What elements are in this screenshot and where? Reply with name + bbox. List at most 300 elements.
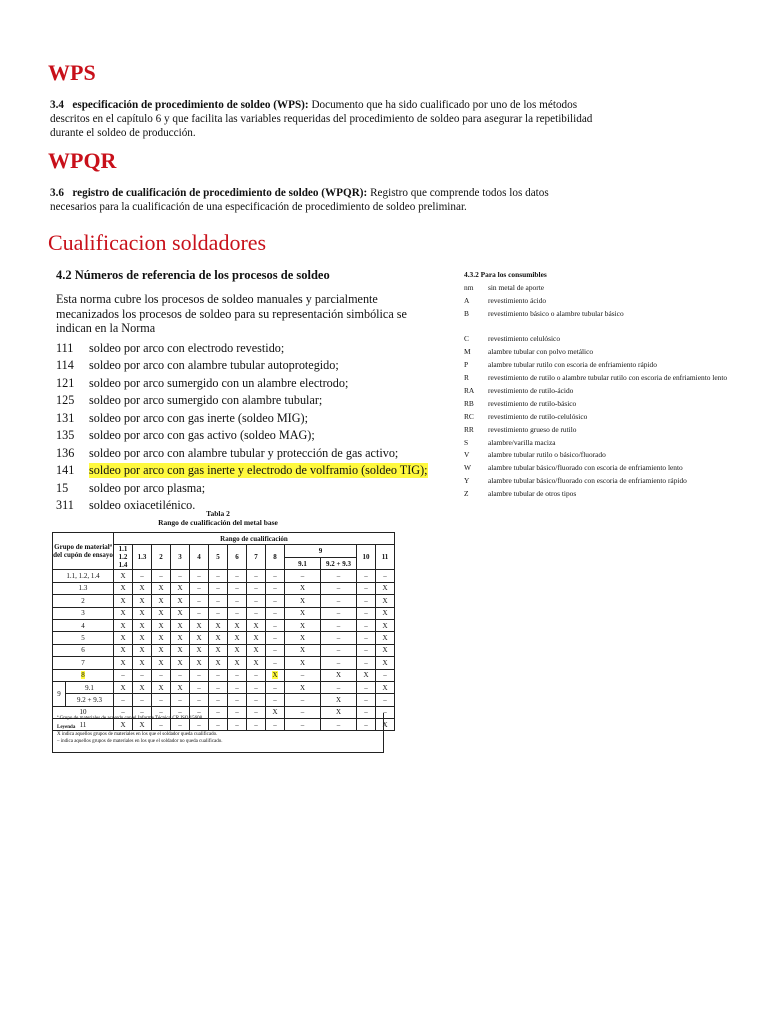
table-cell [357,644,376,656]
consumable-item [464,371,754,384]
cell-value: X [120,572,126,581]
table-cell [190,694,209,706]
table-cell [321,657,357,669]
process-code: 131 [56,410,75,425]
table-cell [133,694,152,706]
table-cell [190,657,209,669]
table-cell [266,595,285,607]
table-cell [133,607,152,619]
cell-value: – [364,572,368,581]
cell-value: X [382,720,388,729]
table-cell [114,570,133,582]
cell-value: – [273,720,277,729]
cell-value: – [197,572,201,581]
table-cell [266,632,285,644]
consumable-description: revestimiento ácido [488,295,547,305]
table-cell [209,570,228,582]
table-cell [152,657,171,669]
cell-value: X [382,658,388,667]
cell-value: X [177,584,183,593]
table-cell [190,669,209,681]
group-label: 7 [81,658,85,667]
cell-value: X [196,621,202,630]
section-title: 4.2 Números de referencia de los procesos de soldeo [56,268,330,282]
cell-value: X [139,596,145,605]
cell-value: – [300,695,305,704]
column-header: 11 [376,545,395,570]
table-cell [209,669,228,681]
cell-value: X [120,646,126,655]
cell-value: – [159,708,163,717]
consumable-code: M [464,347,471,357]
table-cell [114,607,133,619]
table-cell [266,570,285,582]
table-cell [376,681,395,693]
cell-value: X [158,658,164,667]
cell-value: – [197,720,201,729]
consumable-description: revestimiento de rutilo-celulósico [488,411,588,421]
cell-value: X [139,634,145,643]
process-code: 111 [56,340,74,355]
cell-value: X [382,609,388,618]
cell-value: X [120,584,126,593]
cell-value: – [364,695,368,704]
process-item [56,392,436,410]
cell-value: – [336,609,341,618]
table-cell [171,582,190,594]
cell-value: – [121,671,125,680]
cell-value: – [159,695,163,704]
cell-value: – [254,708,258,717]
cell-value: X [382,596,388,605]
table-cell [228,570,247,582]
cell-value: X [158,634,164,643]
table-row [53,582,395,594]
table-cell [228,582,247,594]
table-cell [285,694,321,706]
table-cell [133,582,152,594]
consumable-description: alambre tubular rutilo con escoria de enfriamiento rápido [488,360,657,370]
table-cell [209,619,228,631]
cell-value: X [234,658,240,667]
table-cell [133,644,152,656]
table-cell [171,632,190,644]
cell-value: – [364,720,368,729]
cell-value: – [383,671,387,680]
cell-value: – [383,695,387,704]
cell-value: X [120,634,126,643]
cell-value: – [273,572,277,581]
consumable-item [464,436,754,449]
table-cell [133,619,152,631]
cell-value: – [235,671,239,680]
process-item [56,375,436,393]
column-subheader: 9.1 [285,557,321,570]
process-reference-section [56,268,436,515]
table-cell [152,607,171,619]
consumable-description: alambre tubular rutilo o básico/fluorado [488,450,606,460]
cell-value: – [273,695,277,704]
cell-value: X [382,634,388,643]
cell-value: – [197,695,201,704]
cell-value: X [177,621,183,630]
table-cell [285,657,321,669]
process-list [56,340,436,515]
consumable-description: revestimiento grueso de rutilo [488,424,577,434]
cell-value: – [364,596,368,605]
cell-value: – [159,720,163,729]
table-cell [228,657,247,669]
table-cell [171,669,190,681]
table-cell [152,582,171,594]
cell-value: – [364,621,368,630]
table-cell [209,595,228,607]
cell-value: X [139,621,145,630]
group-label: 8 [81,671,85,680]
consumable-item [464,332,754,345]
table-cell [357,681,376,693]
cell-value: X [299,609,306,618]
wps-heading: WPS [48,60,96,85]
process-description: soldeo por arco con gas activo (soldeo MAG); [89,428,315,443]
table-cell [190,582,209,594]
cell-value: – [235,572,239,581]
table-cell [357,632,376,644]
table-cell [357,657,376,669]
group-label: 1.1, 1.2, 1.4 [66,572,100,581]
process-description: soldeo por arco con alambre tubular y protección de gas activo; [89,445,399,460]
cell-value: – [140,671,144,680]
table-cell [247,681,266,693]
table-cell [114,681,133,693]
table-row [53,595,395,607]
cell-value: – [235,708,239,717]
process-description: soldeo oxiacetilénico. [89,498,196,513]
table-cell [190,681,209,693]
table-cell [357,595,376,607]
qualification-range-table [52,532,395,731]
table-cell [171,570,190,582]
table-row [53,607,395,619]
table-cell [266,681,285,693]
cell-value: X [120,658,126,667]
cell-value: X [177,596,183,605]
cell-value: X [158,621,164,630]
cell-value: – [197,584,201,593]
consumable-code: S [464,437,469,447]
table-cell [247,644,266,656]
table-cell [247,595,266,607]
cell-value: – [254,683,258,692]
consumable-code: A [464,295,470,305]
table-row [53,644,395,656]
table-cell [171,694,190,706]
process-item [56,480,436,498]
cell-value: – [121,695,125,704]
table-header-row [53,533,395,545]
cell-value: X [215,621,221,630]
cell-value: X [382,646,388,655]
table-cell [228,607,247,619]
table-cell [152,694,171,706]
cell-value: X [196,658,202,667]
column-header: 7 [247,545,266,570]
cell-value: – [178,720,182,729]
table-cell [266,607,285,619]
cell-value: X [299,596,306,605]
cell-value: – [235,596,239,605]
cell-value: – [336,658,341,667]
cell-value: X [196,646,202,655]
table-cell [171,644,190,656]
table-cell [266,694,285,706]
process-code: 141 [56,463,75,478]
column-header: 5 [209,545,228,570]
cell-value: X [299,621,306,630]
table-cell [152,681,171,693]
table-cell [228,632,247,644]
table-cell [171,657,190,669]
group-label: 4 [81,621,85,630]
process-description: soldeo por arco plasma; [89,480,206,495]
table-cell [190,619,209,631]
consumable-description: revestimiento de rutilo-ácido [488,385,574,395]
process-item [56,357,436,375]
table-cell [152,669,171,681]
table-cell [114,644,133,656]
wpqr-definition: 3.6 registro de cualificación de procedimiento de soldeo (WPQR): Registro que comprende todos los datos necesarios para la cualificación de una especificación de procedimiento de soldeo preliminar. [50,187,549,213]
table-cell [321,681,357,693]
table-cell [171,607,190,619]
cell-value: – [336,720,341,729]
cell-value: X [158,584,164,593]
table-cell [247,694,266,706]
table-cell [114,619,133,631]
table-cell [247,582,266,594]
group-cell [53,619,114,631]
cell-value: X [272,708,278,717]
cell-value: X [120,596,126,605]
table-cell [152,595,171,607]
cell-value: – [383,572,387,581]
consumable-item [464,397,754,410]
table-cell [357,619,376,631]
table-cell [247,607,266,619]
cell-value: X [363,671,369,680]
cell-value: – [235,584,239,593]
column-header: 6 [228,545,247,570]
cell-value: X [335,708,342,717]
table-cell [321,644,357,656]
cell-value: – [216,708,220,717]
cell-value: – [383,708,387,717]
cell-value: – [216,596,220,605]
cell-value: – [254,720,258,729]
table-cell [357,669,376,681]
cell-value: – [364,609,368,618]
table-cell [228,595,247,607]
consumable-description: alambre tubular básico/fluorado con escoria de enfriamiento lento [488,463,683,473]
consumable-code: RB [464,398,474,408]
column-header: 10 [357,545,376,570]
column-header: 1.3 [133,545,152,570]
cell-value: – [273,596,277,605]
table-cell [190,644,209,656]
table-cell [228,619,247,631]
cell-value: – [364,584,368,593]
group-cell [53,595,114,607]
table-cell [321,619,357,631]
cell-value: X [139,658,145,667]
cell-value: – [178,572,182,581]
range-header: Rango de cualificación [114,533,395,545]
table-cell [133,657,152,669]
process-description: soldeo por arco con gas inerte (soldeo MIG); [89,410,308,425]
cell-value: X [139,683,145,692]
consumable-code: C [464,334,469,344]
table-cell [266,669,285,681]
cell-value: – [121,708,125,717]
process-item [56,445,436,463]
column-header: 4 [190,545,209,570]
table-cell [247,619,266,631]
table-cell [190,632,209,644]
cell-value: – [336,621,341,630]
table-row [53,681,395,693]
table-cell [114,582,133,594]
consumable-description: revestimiento básico o alambre tubular básico [488,308,624,318]
process-code: 135 [56,428,75,443]
table-cell [228,694,247,706]
cell-value: X [299,683,306,692]
group-cell: 9.2 + 9.3 [66,694,114,706]
cell-value: – [197,596,201,605]
process-item [56,410,436,428]
table-cell [209,632,228,644]
group-cell [53,632,114,644]
table-cell [209,681,228,693]
process-description: soldeo por arco sumergido con alambre tubular; [89,393,323,408]
table-cell [247,669,266,681]
consumables-title: 4.3.2 Para los consumibles [464,269,547,279]
cell-value: – [300,671,305,680]
consumable-description: alambre tubular básico/fluorado con escoria de enfriamiento rápido [488,476,687,486]
table-cell [357,570,376,582]
consumable-description: sin metal de aporte [488,282,545,292]
cell-value: X [234,634,240,643]
table-caption: Tabla 2 Rango de cualificación del metal base [158,509,278,527]
table-cell [321,607,357,619]
table-cell [285,681,321,693]
consumable-item [464,281,754,294]
cell-value: – [254,572,258,581]
table-row [53,657,395,669]
table-cell [376,657,395,669]
table-cell [228,681,247,693]
cell-value: – [336,646,341,655]
cell-value: – [197,683,201,692]
table-cell [209,657,228,669]
cell-value: – [364,634,368,643]
table-cell [285,570,321,582]
cell-value: – [216,695,220,704]
cell-value: – [364,683,368,692]
cell-value: – [235,720,239,729]
table-cell [133,595,152,607]
process-code: 114 [56,358,74,373]
cell-value: X [177,646,183,655]
cell-value: – [216,584,220,593]
cell-value: – [197,609,201,618]
consumable-code: P [464,360,469,370]
cell-value: – [364,658,368,667]
cell-value: X [382,683,388,692]
cell-value: X [177,634,183,643]
group-label: 11 [79,720,87,729]
cell-value: – [336,584,341,593]
cell-value: X [120,609,126,618]
cell-value: X [253,621,259,630]
consumable-description: alambre/varilla maciza [488,437,556,447]
table-cell [357,582,376,594]
table-cell [376,619,395,631]
group-cell [53,582,114,594]
process-item [56,340,436,358]
cell-value: X [120,621,126,630]
table-cell [152,632,171,644]
table-cell [266,582,285,594]
cell-value: – [178,671,182,680]
consumable-item [464,448,754,461]
table-cell [190,595,209,607]
consumable-item [464,423,754,436]
process-description: soldeo por arco sumergido con un alambre electrodo; [89,375,349,390]
group-cell [53,669,114,681]
table-cell [228,669,247,681]
cell-value: – [178,708,182,717]
cell-value: X [120,720,126,729]
cualificacion-heading: Cualificacion soldadores [48,230,267,255]
cell-value: X [139,609,145,618]
process-code: 121 [56,375,75,390]
consumable-item [464,358,754,371]
cell-value: X [158,596,164,605]
table-cell [133,632,152,644]
group-label: 10 [79,708,87,717]
consumables-list [464,268,754,500]
table-cell [190,607,209,619]
cell-value: X [234,621,240,630]
consumable-item [464,384,754,397]
table-cell [133,681,152,693]
consumable-item [464,307,754,320]
table-cell [228,644,247,656]
cell-value: – [273,621,277,630]
process-code: 15 [56,480,69,495]
cell-value: – [254,695,258,704]
group-label: 1.3 [78,584,88,593]
cell-value: – [254,584,258,593]
consumable-code: RR [464,424,474,434]
cell-value: X [234,646,240,655]
section-intro: Esta norma cubre los procesos de soldeo manuales y parcialmente mecanizados los procesos de soldeo para su representación simbólica se indican en la Norma [56,292,407,335]
group-label: 3 [81,609,85,618]
table-cell [266,644,285,656]
table-cell [357,694,376,706]
table-cell [152,644,171,656]
cell-value: X [177,683,183,692]
consumable-description: alambre tubular de otros tipos [488,489,577,499]
